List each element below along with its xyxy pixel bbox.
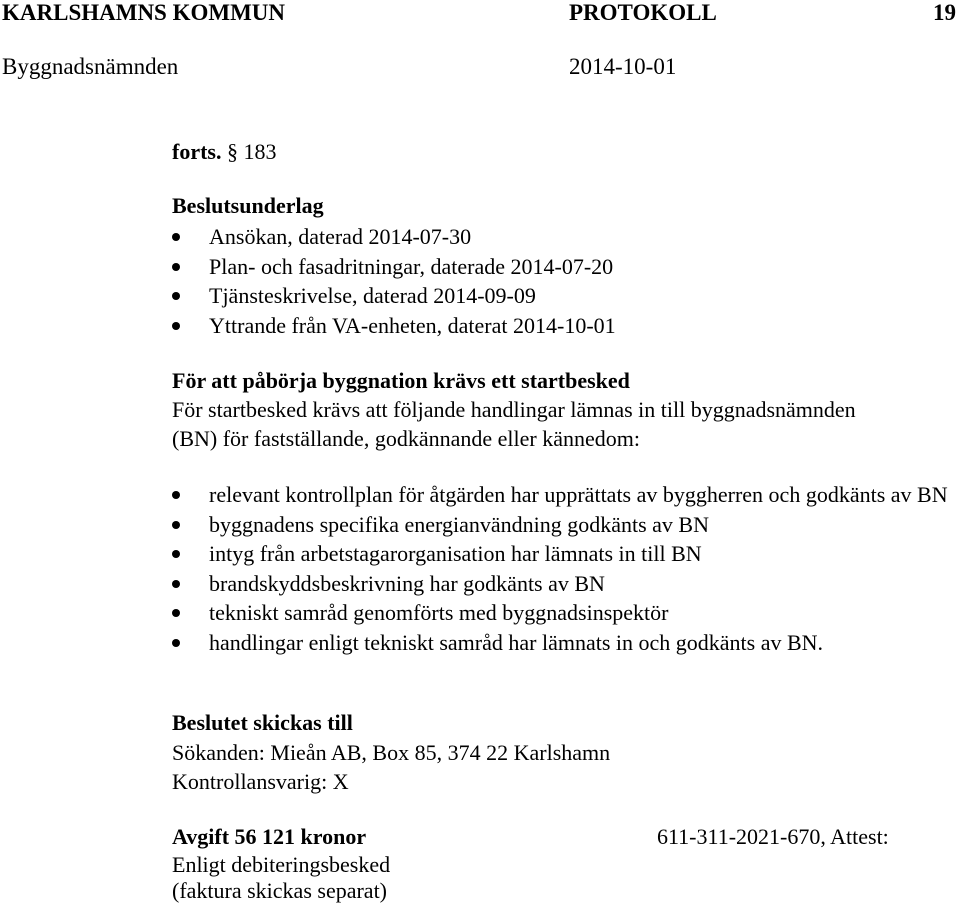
- list-item: relevant kontrollplan för åtgärden har upprättats av byggherren och godkänts av BN: [172, 480, 959, 510]
- startbesked-list: [172, 480, 959, 657]
- startbesked-intro-line-1: För startbesked krävs att följande handlingar lämnas in till byggnadsnämnden: [172, 397, 856, 422]
- bullet-icon: [172, 491, 180, 499]
- bullet-icon: [172, 521, 180, 529]
- beslutsunderlag-heading: Beslutsunderlag: [172, 193, 324, 218]
- beslutet-heading: Beslutet skickas till: [172, 710, 353, 735]
- list-item: Tjänsteskrivelse, daterad 2014-09-09: [172, 281, 616, 311]
- avgift-line-1: Enligt debiteringsbesked: [172, 852, 391, 877]
- list-item: handlingar enligt tekniskt samråd har lämnats in och godkänts av BN.: [172, 628, 959, 658]
- avgift-line-2: (faktura skickas separat): [172, 878, 388, 903]
- list-item: Ansökan, daterad 2014-07-30: [172, 222, 616, 252]
- section-number: 183: [243, 139, 277, 164]
- list-item: brandskyddsbeskrivning har godkänts av BN: [172, 569, 959, 599]
- bullet-icon: [172, 580, 180, 588]
- committee-name: Byggnadsnämnden: [2, 54, 179, 79]
- list-item: byggnadens specifika energianvändning godkänts av BN: [172, 510, 959, 540]
- bullet-icon: [172, 609, 180, 617]
- bullet-icon: [172, 263, 180, 271]
- list-item: tekniskt samråd genomförts med byggnadsinspektör: [172, 598, 959, 628]
- municipality-name: KARLSHAMNS KOMMUN: [2, 0, 286, 25]
- document-type: PROTOKOLL: [569, 0, 717, 25]
- list-item: Yttrande från VA-enheten, daterat 2014-10-01: [172, 311, 616, 341]
- bullet-icon: [172, 639, 180, 647]
- beslutsunderlag-list: [172, 222, 616, 340]
- bullet-icon: [172, 233, 180, 241]
- startbesked-heading: För att påbörja byggnation krävs ett startbesked: [172, 368, 630, 393]
- startbesked-intro-line-2: (BN) för fastställande, godkännande eller kännedom:: [172, 426, 640, 451]
- continuation-label: forts.: [172, 139, 222, 164]
- meeting-date: 2014-10-01: [569, 54, 677, 79]
- section-reference: [172, 137, 276, 166]
- list-item: Plan- och fasadritningar, daterade 2014-07-20: [172, 252, 616, 282]
- paragraph-sign: §: [226, 139, 238, 164]
- page-number: 19: [933, 0, 956, 25]
- avgift-heading: Avgift 56 121 kronor: [172, 824, 367, 849]
- beslutet-controller: Kontrollansvarig: X: [172, 769, 349, 794]
- bullet-icon: [172, 322, 180, 330]
- bullet-icon: [172, 550, 180, 558]
- account-code: 611-311-2021-670, Attest:: [657, 824, 889, 849]
- bullet-icon: [172, 292, 180, 300]
- beslutet-recipient: Sökanden: Mieån AB, Box 85, 374 22 Karlshamn: [172, 740, 611, 765]
- list-item: intyg från arbetstagarorganisation har lämnats in till BN: [172, 539, 959, 569]
